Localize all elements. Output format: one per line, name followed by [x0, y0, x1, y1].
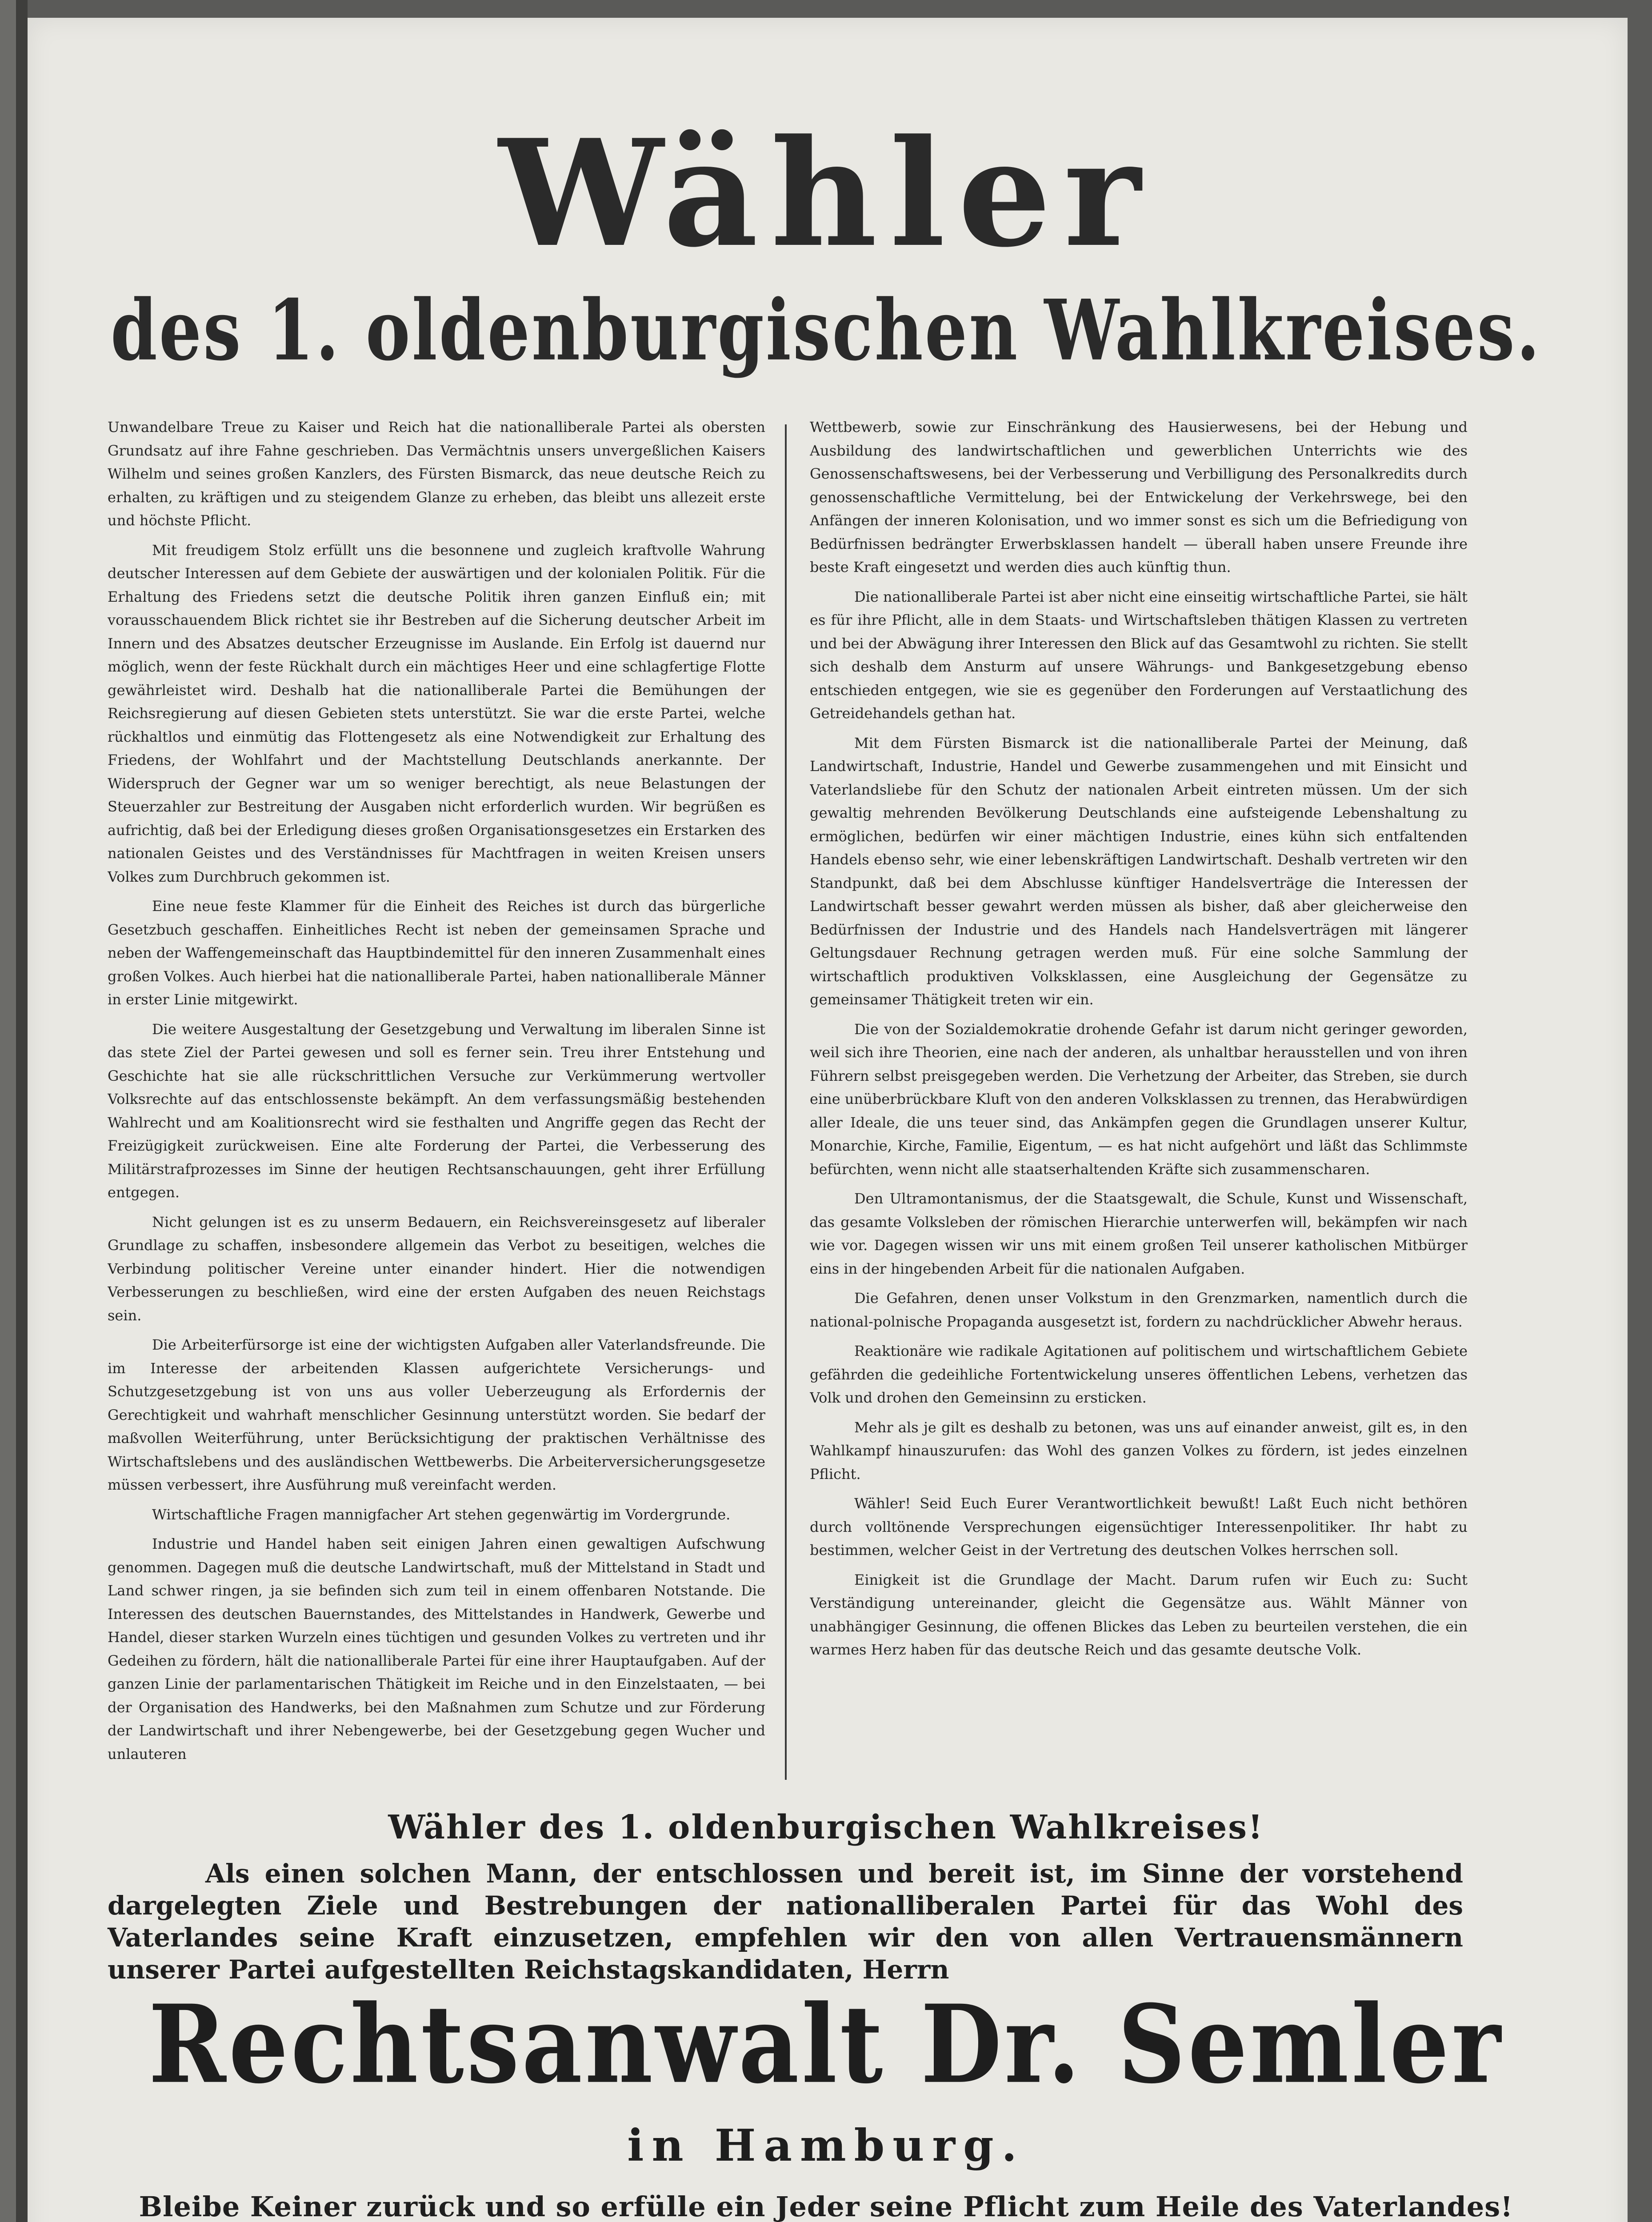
poster-subtitle: des 1. oldenburgischen Wahlkreises.: [110, 281, 1542, 380]
column-divider: [785, 424, 787, 1780]
left-paragraph: Industrie und Handel haben seit einigen Jahren einen gewaltigen Aufschwung genommen. Dagegen muß die deutsche Landwirtschaft, muß der Mittelstand in Stadt und Land schwer ringen, ja sie befinden sich zum teil in einem offenbaren Notstande. Die Interessen des deutschen Bauernstandes, des Mittelstandes in Handwerk, Gewerbe und Handel, dieser starken Wurzeln eines tüchtigen und gesunden Volkes zu vertreten und ihr Gedeihen zu fördern, hält die nationalliberale Partei für eine ihrer Hauptaufgaben. Auf der ganzen Linie der parlamentarischen Thätigkeit im Reiche und in den Einzelstaaten, — bei der Organisation des Handwerks, bei den Maßnahmen zum Schutze und zur Förderung der Landwirtschaft und ihrer Nebengewerbe, bei der Gesetzgebung gegen Wucher und unlauteren: [108, 1535, 765, 1762]
candidate-city: in Hamburg.: [627, 2120, 1025, 2171]
candidate-recommendation: Als einen solchen Mann, der entschlossen und bereit ist, im Sinne der vorstehend dargelegten Ziele und Bestrebungen der nationalliberalen Partei für das Wohl des Vaterlandes seine Kraft einzusetzen, empfehlen wir den von allen Vertrauensmännern unserer Partei aufgestellten Reichstagskandidaten, Herrn: [108, 1858, 1463, 1985]
right-paragraph: Die nationalliberale Partei ist aber nicht eine einseitig wirtschaftliche Partei, sie hält es für ihre Pflicht, alle in dem Staats- und Wirtschaftsleben thätigen Klassen zu vertreten und bei der Abwägung ihrer Interessen den Blick auf das Gesamtwohl zu richten. Sie stellt sich deshalb dem Ansturm auf unsere Währungs- und Bankgesetzgebung ebenso entschieden entgegen, wie sie es gegenüber den Forderungen auf Verstaatlichung des Getreidehandels gethan hat.: [810, 588, 1468, 722]
right-paragraph: Die von der Sozialdemokratie drohende Gefahr ist darum nicht geringer geworden, weil sich ihre Theorien, eine nach der anderen, als unhaltbar herausstellen und von ihren Führern selbst preisgegeben werden. Die Verhetzung der Arbeiter, das Streben, sie durch eine unüberbrückbare Kluft von den anderen Volksklassen zu trennen, das Herabwürdigen aller Ideale, die uns teuer sind, das Ankämpfen gegen die Grundlagen unserer Kultur, Monarchie, Kirche, Familie, Eigentum, — es hat nicht aufgehört und läßt das Schlimmste befürchten, wenn nicht alle staatserhaltenden Kräfte sich zusammenscharen.: [810, 1020, 1468, 1178]
left-paragraph: Unwandelbare Treue zu Kaiser und Reich hat die nationalliberale Partei als obersten Grundsatz auf ihre Fahne geschrieben. Das Vermächtnis unsers unvergeßlichen Kaisers Wilhelm und seines großen Kanzlers, des Fürsten Bismarck, das neue deutsche Reich zu erhalten, zu kräftigen und zu steigendem Glanze zu erheben, das bleibt uns allezeit erste und höchste Pflicht.: [108, 419, 765, 529]
left-paragraph: Die weitere Ausgestaltung der Gesetzgebung und Verwaltung im liberalen Sinne ist das stete Ziel der Partei gewesen und soll es ferner sein. Treu ihrer Entstehung und Geschichte hat sie alle rückschrittlichen Versuche zur Verkümmerung wertvoller Volksrechte auf das entschlossenste bekämpft. An dem verfassungsmäßig bestehenden Wahlrecht und am Koalitionsrecht wird sie festhalten und Angriffe gegen das Recht der Freizügigkeit zurückweisen. Eine alte Forderung der Partei, die Verbesserung des Militärstrafprozesses im Sinne der heutigen Rechtsanschauungen, geht ihrer Erfüllung entgegen.: [108, 1020, 765, 1201]
left-paragraph: Mit freudigem Stolz erfüllt uns die besonnene und zugleich kraftvolle Wahrung deutscher Interessen auf dem Gebiete der auswärtigen und der kolonialen Politik. Für die Erhaltung des Friedens setzt die deutsche Politik ihren ganzen Einfluß ein; mit vorausschauendem Blick richtet sie ihr Bestreben auf die Sicherung deutscher Arbeit im Innern und des Absatzes deutscher Erzeugnisse im Auslande. Ein Erfolg ist dauernd nur möglich, wenn der feste Rückhalt durch ein mächtiges Heer und eine schlagfertige Flotte gewährleistet wird. Deshalb hat die nationalliberale Partei die Bemühungen der Reichsregierung auf diesen Gebieten stets unterstützt. Sie war die erste Partei, welche rückhaltlos und einmütig das Flottengesetz als eine Notwendigkeit zur Erhaltung des Friedens, der Wohlfahrt und der Machtstellung Deutschlands anerkannte. Der Widerspruch der Gegner war um so weniger berechtigt, als neue Belastungen der Steuerzahler zur Bestreitung der Ausgaben nicht erforderlich wurden. Wir begrüßen es aufrichtig, daß bei der Erledigung dieses großen Organisationsgesetzes ein Erstarken des nationalen Geistes und des Verständnisses für Machtfragen in weiten Kreisen unsers Volkes zum Durchbruch gekommen ist.: [108, 541, 765, 885]
appeal-line: Bleibe Keiner zurück und so erfülle ein Jeder seine Pflicht zum Heile des Vaterlandes!: [139, 2190, 1513, 2222]
right-paragraph: Wettbewerb, sowie zur Einschränkung des Hausierwesens, bei der Hebung und Ausbildung des landwirtschaftlichen und gewerblichen Unterrichts wie des Genossenschaftswesens, bei der Verbesserung und Verbilligung des Personalkredits durch genossenschaftliche Vermittelung, bei der Entwickelung der Verkehrswege, bei den Anfängen der inneren Kolonisation, und wo immer sonst es sich um die Befriedigung von Bedürfnissen bedrängter Erwerbsklassen handelt — überall haben unsere Freunde ihre beste Kraft eingesetzt und werden dies auch künftig thun.: [810, 419, 1468, 575]
left-paragraph: Eine neue feste Klammer für die Einheit des Reiches ist durch das bürgerliche Gesetzbuch geschaffen. Einheitliches Recht ist neben der gemeinsamen Sprache und neben der Waffengemeinschaft das Hauptbindemittel für den inneren Zusammenhalt eines großen Volkes. Auch hierbei hat die nationalliberale Partei, haben nationalliberale Männer in erster Linie mitgewirkt.: [108, 898, 765, 1008]
left-paragraph: Die Arbeiterfürsorge ist eine der wichtigsten Aufgaben aller Vaterlandsfreunde. Die im Interesse der arbeitenden Klassen aufgerichtete Versicherungs- und Schutzgesetzgebung ist von uns aus voller Ueberzeugung als Erfordernis der Gerechtigkeit und wahrhaft menschlicher Gesinnung unterstützt worden. Sie bedarf der maßvollen Weiterführung, unter Berücksichtigung der praktischen Verhältnisse des Wirtschaftslebens und des ausländischen Wettbewerbs. Die Arbeiterversicherungsgesetze müssen verbessert, ihre Ausführung muß vereinfacht werden.: [108, 1336, 765, 1493]
right-paragraph: Einigkeit ist die Grundlage der Macht. Darum rufen wir Euch zu: Sucht Verständigung untereinander, gleicht die Gegensätze aus. Wählt Männer von unabhängiger Gesinnung, die offenen Blickes das Leben zu beurteilen verstehen, die ein warmes Herz haben für das deutsche Reich und das gesamte deutsche Volk.: [810, 1571, 1468, 1658]
left-paragraph: Nicht gelungen ist es zu unserm Bedauern, ein Reichsvereinsgesetz auf liberaler Grundlage zu schaffen, insbesondere allgemein das Verbot zu beseitigen, welches die Verbindung politischer Vereine unter einander hindert. Hier die notwendigen Verbesserungen zu beschließen, wird eine der ersten Aufgaben des neuen Reichstags sein.: [108, 1213, 765, 1324]
left-text-column: [108, 416, 765, 1784]
candidate-name: Rechtsanwalt Dr. Semler: [148, 1981, 1504, 2108]
left-paragraph: Wirtschaftliche Fragen mannigfacher Art stehen gegenwärtig im Vordergrunde.: [152, 1506, 731, 1523]
bottom-heading: Wähler des 1. oldenburgischen Wahlkreises!: [388, 1808, 1264, 1846]
right-text-column: [810, 416, 1468, 1784]
right-paragraph: Den Ultramontanismus, der die Staatsgewalt, die Schule, Kunst und Wissenschaft, das gesamte Volksleben der römischen Hierarchie unterwerfen will, bekämpfen wir nach wie vor. Dagegen wissen wir uns mit einem großen Teil unserer katholischen Mitbürger eins in der hingebenden Arbeit für die nationalen Aufgaben.: [810, 1190, 1468, 1277]
poster-title: Wähler: [499, 107, 1153, 280]
right-paragraph: Die Gefahren, denen unser Volkstum in den Grenzmarken, namentlich durch die national-polnische Propaganda ausgesetzt ist, fordern zu nachdrücklicher Abwehr heraus.: [810, 1290, 1468, 1330]
right-paragraph: Mit dem Fürsten Bismarck ist die nationalliberale Partei der Meinung, daß Landwirtschaft, Industrie, Handel und Gewerbe zusammengehen und mit Einsicht und Vaterlandsliebe für den Schutz der nationalen Arbeit eintreten müssen. Um der sich gewaltig mehrenden Bevölkerung Deutschlands eine aufsteigende Lebenshaltung zu ermöglichen, bedürfen wir einer mächtigen Industrie, eines kühn sich entfaltenden Handels ebenso sehr, wie einer lebenskräftigen Landwirtschaft. Deshalb vertreten wir den Standpunkt, daß bei dem Abschlusse künftiger Handelsverträge die Interessen der Landwirtschaft besser gewahrt werden müssen als bisher, daß aber gleicherweise den Bedürfnissen der Industrie und des Handels nach Handelsverträgen mit längerer Geltungsdauer Rechnung getragen werden muß. Für eine solche Sammlung der wirtschaftlich produktiven Volksklassen, eine Ausgleichung der Gegensätze zu gemeinsamer Thätigkeit treten wir ein.: [810, 734, 1468, 1008]
right-paragraph: Mehr als je gilt es deshalb zu betonen, was uns auf einander anweist, gilt es, in den Wahlkampf hinauszurufen: das Wohl des ganzen Volkes zu fördern, ist jedes einzelnen Pflicht.: [810, 1419, 1468, 1483]
right-paragraph: Wähler! Seid Euch Eurer Verantwortlichkeit bewußt! Laßt Euch nicht bethören durch volltönende Versprechungen eigensüchtiger Interessenpolitiker. Ihr habt zu bestimmen, welcher Geist in der Vertretung des deutschen Volkes herrschen soll.: [810, 1495, 1468, 1559]
right-paragraph: Reaktionäre wie radikale Agitationen auf politischem und wirtschaftlichem Gebiete gefährden die gedeihliche Fortentwickelung unseres öffentlichen Lebens, verhetzen das Volk und drohen den Gemeinsinn zu ersticken.: [810, 1343, 1468, 1406]
